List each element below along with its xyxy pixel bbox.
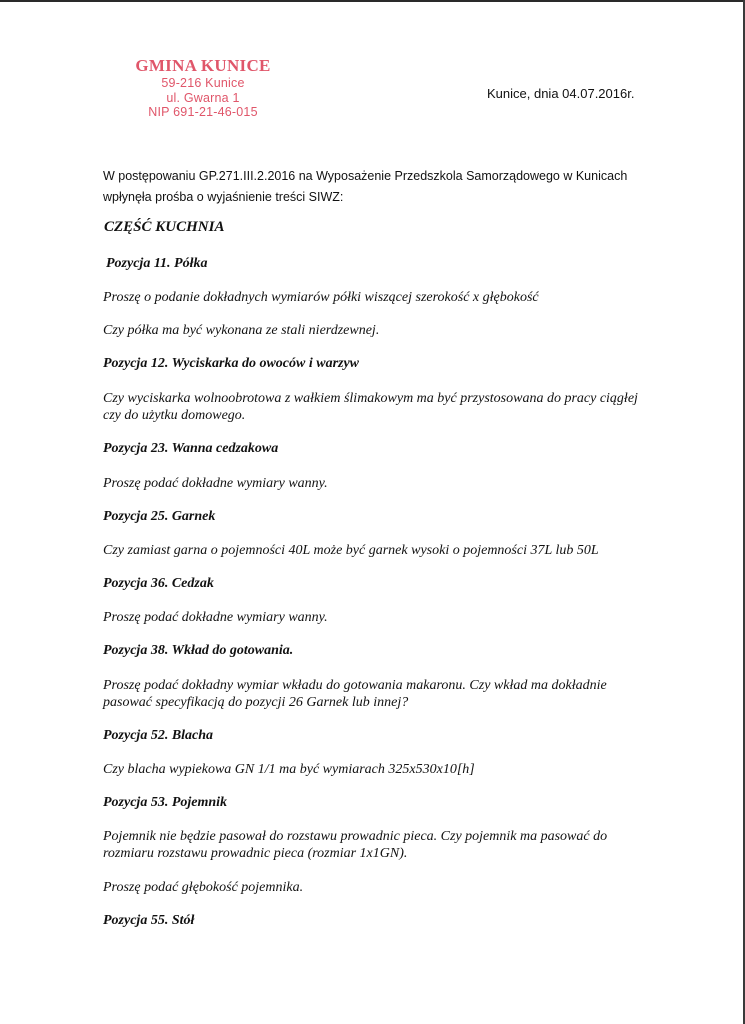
item-text-25: Czy zamiast garna o pojemności 40L może być garnek wysoki o pojemności 37L lub 50L: [103, 543, 599, 558]
item-title-23: Pozycja 23. Wanna cedzakowa: [103, 441, 279, 456]
item-title-11: Pozycja 11. Półka: [106, 256, 208, 271]
item-text-36: Proszę podać dokładne wymiary wanny.: [103, 610, 328, 625]
item-text-53-b: Proszę podać głębokość pojemnika.: [103, 880, 304, 895]
scan-edge-top: [0, 0, 745, 2]
item-text-11-a: Proszę o podanie dokładnych wymiarów półki wiszącej szerokość x głębokość: [103, 290, 539, 305]
office-stamp: [128, 56, 278, 120]
section-title: CZĘŚĆ KUCHNIA: [104, 219, 225, 235]
item-title-38: Pozycja 38. Wkład do gotowania.: [103, 643, 294, 658]
item-title-53: Pozycja 53. Pojemnik: [103, 795, 228, 810]
stamp-name: GMINA KUNICE: [135, 56, 271, 75]
item-title-36: Pozycja 36. Cedzak: [103, 576, 214, 591]
item-text-12: Czy wyciskarka wolnoobrotowa z wałkiem ślimakowym ma być przystosowana do pracy ciągłej czy do użytku domowego.: [103, 391, 638, 423]
item-text-38: Proszę podać dokładny wymiar wkładu do gotowania makaronu. Czy wkład ma dokładnie pasować specyfikacją do pozycji 26 Garnek lub innej?: [103, 678, 607, 710]
stamp-postal: 59-216 Kunice: [161, 76, 245, 90]
item-text-11-b: Czy półka ma być wykonana ze stali nierdzewnej.: [103, 323, 380, 338]
stamp-street: ul. Gwarna 1: [166, 90, 240, 105]
item-title-55: Pozycja 55. Stół: [103, 913, 195, 928]
item-text-53-a: Pojemnik nie będzie pasował do rozstawu prowadnic pieca. Czy pojemnik ma pasować do rozmiaru rozstawu prowadnic pieca (rozmiar 1x1GN).: [103, 829, 608, 861]
stamp-nip: NIP 691-21-46-015: [148, 105, 258, 119]
item-text-23: Proszę podać dokładne wymiary wanny.: [103, 476, 328, 491]
item-title-12: Pozycja 12. Wyciskarka do owoców i warzyw: [103, 356, 360, 371]
item-title-25: Pozycja 25. Garnek: [103, 509, 216, 524]
intro-paragraph: W postępowaniu GP.271.III.2.2016 na Wyposażenie Przedszkola Samorządowego w Kunicach wpłynęła prośba o wyjaśnienie treści SIWZ:: [103, 169, 628, 204]
item-title-52: Pozycja 52. Blacha: [103, 728, 214, 743]
item-text-52: Czy blacha wypiekowa GN 1/1 ma być wymiarach 325x530x10[h]: [103, 762, 475, 777]
document-date: Kunice, dnia 04.07.2016r.: [487, 86, 635, 101]
